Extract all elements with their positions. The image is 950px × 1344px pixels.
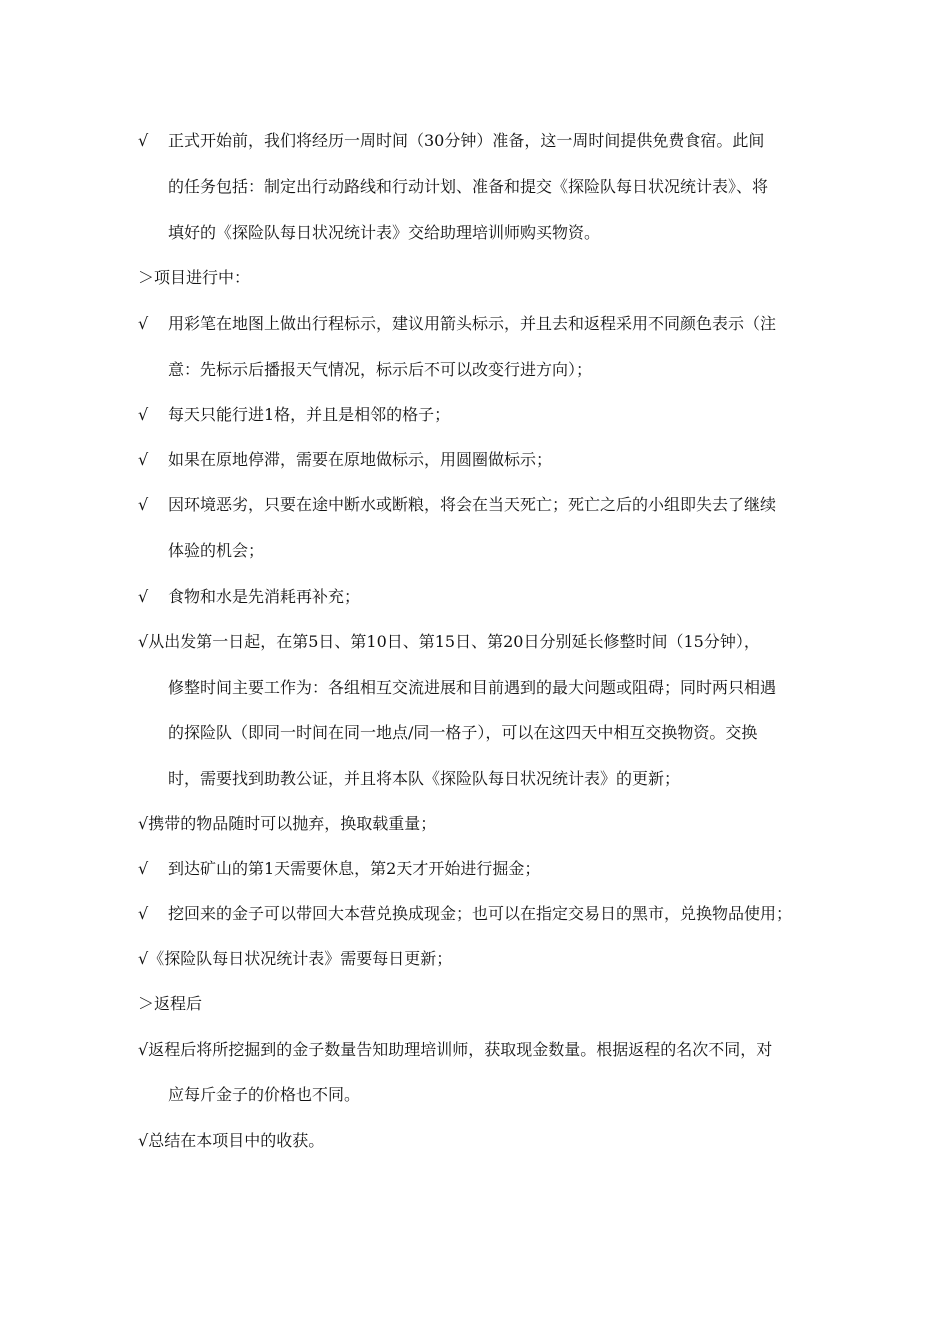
checkmark: √: [138, 131, 149, 150]
checkmark: √: [138, 859, 149, 878]
checkmark: √: [138, 450, 149, 469]
ongoing-item-4-line-1: 因环境恶劣，只要在途中断水或断粮，将会在当天死亡；死亡之后的小组即失去了继续: [168, 495, 777, 514]
ongoing-item-6-line-1: √从出发第一日起，在第5日、第10日、第15日、第20日分别延长修整时间（15分钟），: [138, 632, 760, 651]
ongoing-item-8: 到达矿山的第1天需要休息，第2天才开始进行掘金；: [168, 859, 541, 878]
ongoing-item-1-line-2: 意：先标示后播报天气情况，标示后不可以改变行进方向）；: [168, 360, 593, 379]
pre-item-line-2: 的任务包括：制定出行动路线和行动计划、准备和提交《探险队每日状况统计表》、将: [168, 177, 769, 196]
checkmark: √: [138, 632, 149, 651]
pre-item-line-1: 正式开始前，我们将经历一周时间（30分钟）准备，这一周时间提供免费食宿。此间: [168, 131, 765, 150]
ongoing-item-5: 食物和水是先消耗再补充；: [168, 587, 361, 606]
ongoing-item-6-line-3: 的探险队（即同一时间在同一地点/同一格子），可以在这四天中相互交换物资。交换: [168, 723, 758, 742]
checkmark: √: [138, 314, 149, 333]
ongoing-item-1-line-1: 用彩笔在地图上做出行程标示，建议用箭头标示，并且去和返程采用不同颜色表示（注: [168, 314, 777, 333]
ongoing-item-4-line-2: 体验的机会；: [168, 541, 265, 560]
after-item-2: √总结在本项目中的收获。: [138, 1131, 325, 1150]
arrow-marker: ＞: [138, 994, 155, 1013]
checkmark: √: [138, 495, 149, 514]
ongoing-item-10: √《探险队每日状况统计表》需要每日更新；: [138, 949, 453, 968]
checkmark: √: [138, 949, 149, 968]
checkmark: √: [138, 587, 149, 606]
checkmark: √: [138, 1040, 149, 1059]
section-heading-return: ＞返程后: [138, 994, 203, 1013]
ongoing-item-9: 挖回来的金子可以带回大本营兑换成现金；也可以在指定交易日的黑市，兑换物品使用；: [168, 904, 793, 923]
arrow-marker: ＞: [138, 268, 155, 287]
section-heading-ongoing: ＞项目进行中：: [138, 268, 251, 287]
ongoing-item-6-line-4: 时，需要找到助教公证，并且将本队《探险队每日状况统计表》的更新；: [168, 769, 681, 788]
after-item-1-line-1: √返程后将所挖掘到的金子数量告知助理培训师，获取现金数量。根据返程的名次不同，对: [138, 1040, 773, 1059]
ongoing-item-3: 如果在原地停滞，需要在原地做标示，用圆圈做标示；: [168, 450, 553, 469]
checkmark: √: [138, 405, 149, 424]
ongoing-item-6-line-2: 修整时间主要工作为：各组相互交流进展和目前遇到的最大问题或阻碍；同时两只相遇: [168, 678, 777, 697]
checkmark: √: [138, 904, 149, 923]
after-item-1-line-2: 应每斤金子的价格也不同。: [168, 1085, 361, 1104]
checkmark: √: [138, 814, 149, 833]
checkmark: √: [138, 1131, 149, 1150]
ongoing-item-2: 每天只能行进1格，并且是相邻的格子；: [168, 405, 451, 424]
ongoing-item-7: √携带的物品随时可以抛弃，换取载重量；: [138, 814, 437, 833]
pre-item-line-3: 填好的《探险队每日状况统计表》交给助理培训师购买物资。: [168, 223, 601, 242]
